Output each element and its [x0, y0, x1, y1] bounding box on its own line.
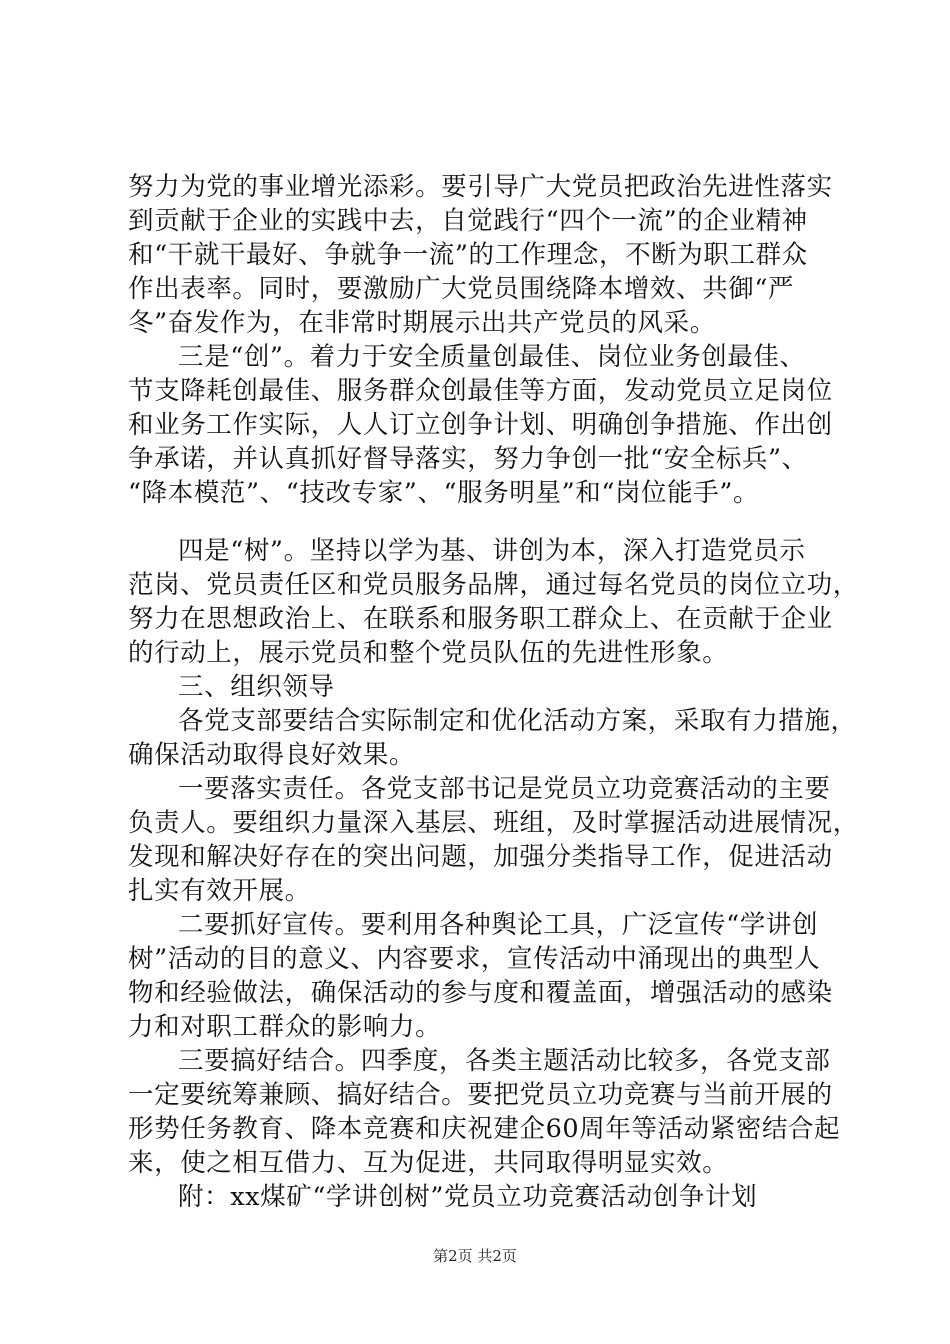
text-line: 形势任务教育、降本竞赛和庆祝建企60周年等活动紧密结合起: [128, 1114, 841, 1144]
text-line: 一定要统筹兼顾、搞好结合。要把党员立功竞赛与当前开展的: [128, 1080, 833, 1110]
text-line: 各党支部要结合实际制定和优化活动方案，采取有力措施，: [178, 706, 857, 736]
text-line: 到贡献于企业的实践中去，自觉践行“四个一流”的企业精神: [128, 206, 808, 236]
text-line: 四是“树”。坚持以学为基、讲创为本，深入打造党员示: [178, 536, 806, 566]
text-line: 节支降耗创最佳、服务群众创最佳等方面，发动党员立足岗位: [128, 376, 833, 406]
page-number: 第2页 共2页: [433, 1247, 517, 1265]
text-line: “降本模范”、“技改专家”、“服务明星”和“岗位能手”。: [128, 478, 760, 508]
text-line: 争承诺，并认真抓好督导落实，努力争创一批“安全标兵”、: [128, 444, 808, 474]
text-line: 来，使之相互借力、互为促进，共同取得明显实效。: [128, 1148, 729, 1178]
text-line: 的行动上，展示党员和整个党员队伍的先进性形象。: [128, 638, 729, 668]
text-line: 作出表率。同时，要激励广大党员围绕降本增效、共御“严: [128, 274, 795, 304]
text-line: 扎实有效开展。: [128, 876, 311, 906]
text-line: 物和经验做法，确保活动的参与度和覆盖面，增强活动的感染: [128, 978, 833, 1008]
text-line: 二要抓好宣传。要利用各种舆论工具，广泛宣传“学讲创: [178, 910, 819, 940]
text-line: 和业务工作实际，人人订立创争计划、明确创争措施、作出创: [128, 410, 833, 440]
text-line: 发现和解决好存在的突出问题，加强分类指导工作，促进活动: [128, 842, 833, 872]
text-line: 和“干就干最好、争就争一流”的工作理念，不断为职工群众: [128, 240, 808, 270]
text-line: 范岗、党员责任区和党员服务品牌，通过每名党员的岗位立功，: [128, 570, 859, 600]
section-heading: 三、组织领导: [178, 672, 335, 702]
text-line: 努力为党的事业增光添彩。要引导广大党员把政治先进性落实: [128, 172, 833, 202]
text-line: 一要落实责任。各党支部书记是党员立功竞赛活动的主要: [178, 774, 831, 804]
text-line: 三是“创”。着力于安全质量创最佳、岗位业务创最佳、: [178, 342, 806, 372]
text-line: 负责人。要组织力量深入基层、班组，及时掌握活动进展情况，: [128, 808, 859, 838]
attachment-line: 附：xx煤矿“学讲创树”党员立功竞赛活动创争计划: [178, 1182, 758, 1212]
text-line: 冬”奋发作为，在非常时期展示出共产党员的风采。: [128, 308, 716, 338]
text-line: 树”活动的目的意义、内容要求，宣传活动中涌现出的典型人: [128, 944, 821, 974]
text-line: 力和对职工群众的影响力。: [128, 1012, 442, 1042]
text-line: 确保活动取得良好效果。: [128, 740, 416, 770]
text-line: 三要搞好结合。四季度，各类主题活动比较多，各党支部: [178, 1046, 831, 1076]
text-line: 努力在思想政治上、在联系和服务职工群众上、在贡献于企业: [128, 604, 833, 634]
